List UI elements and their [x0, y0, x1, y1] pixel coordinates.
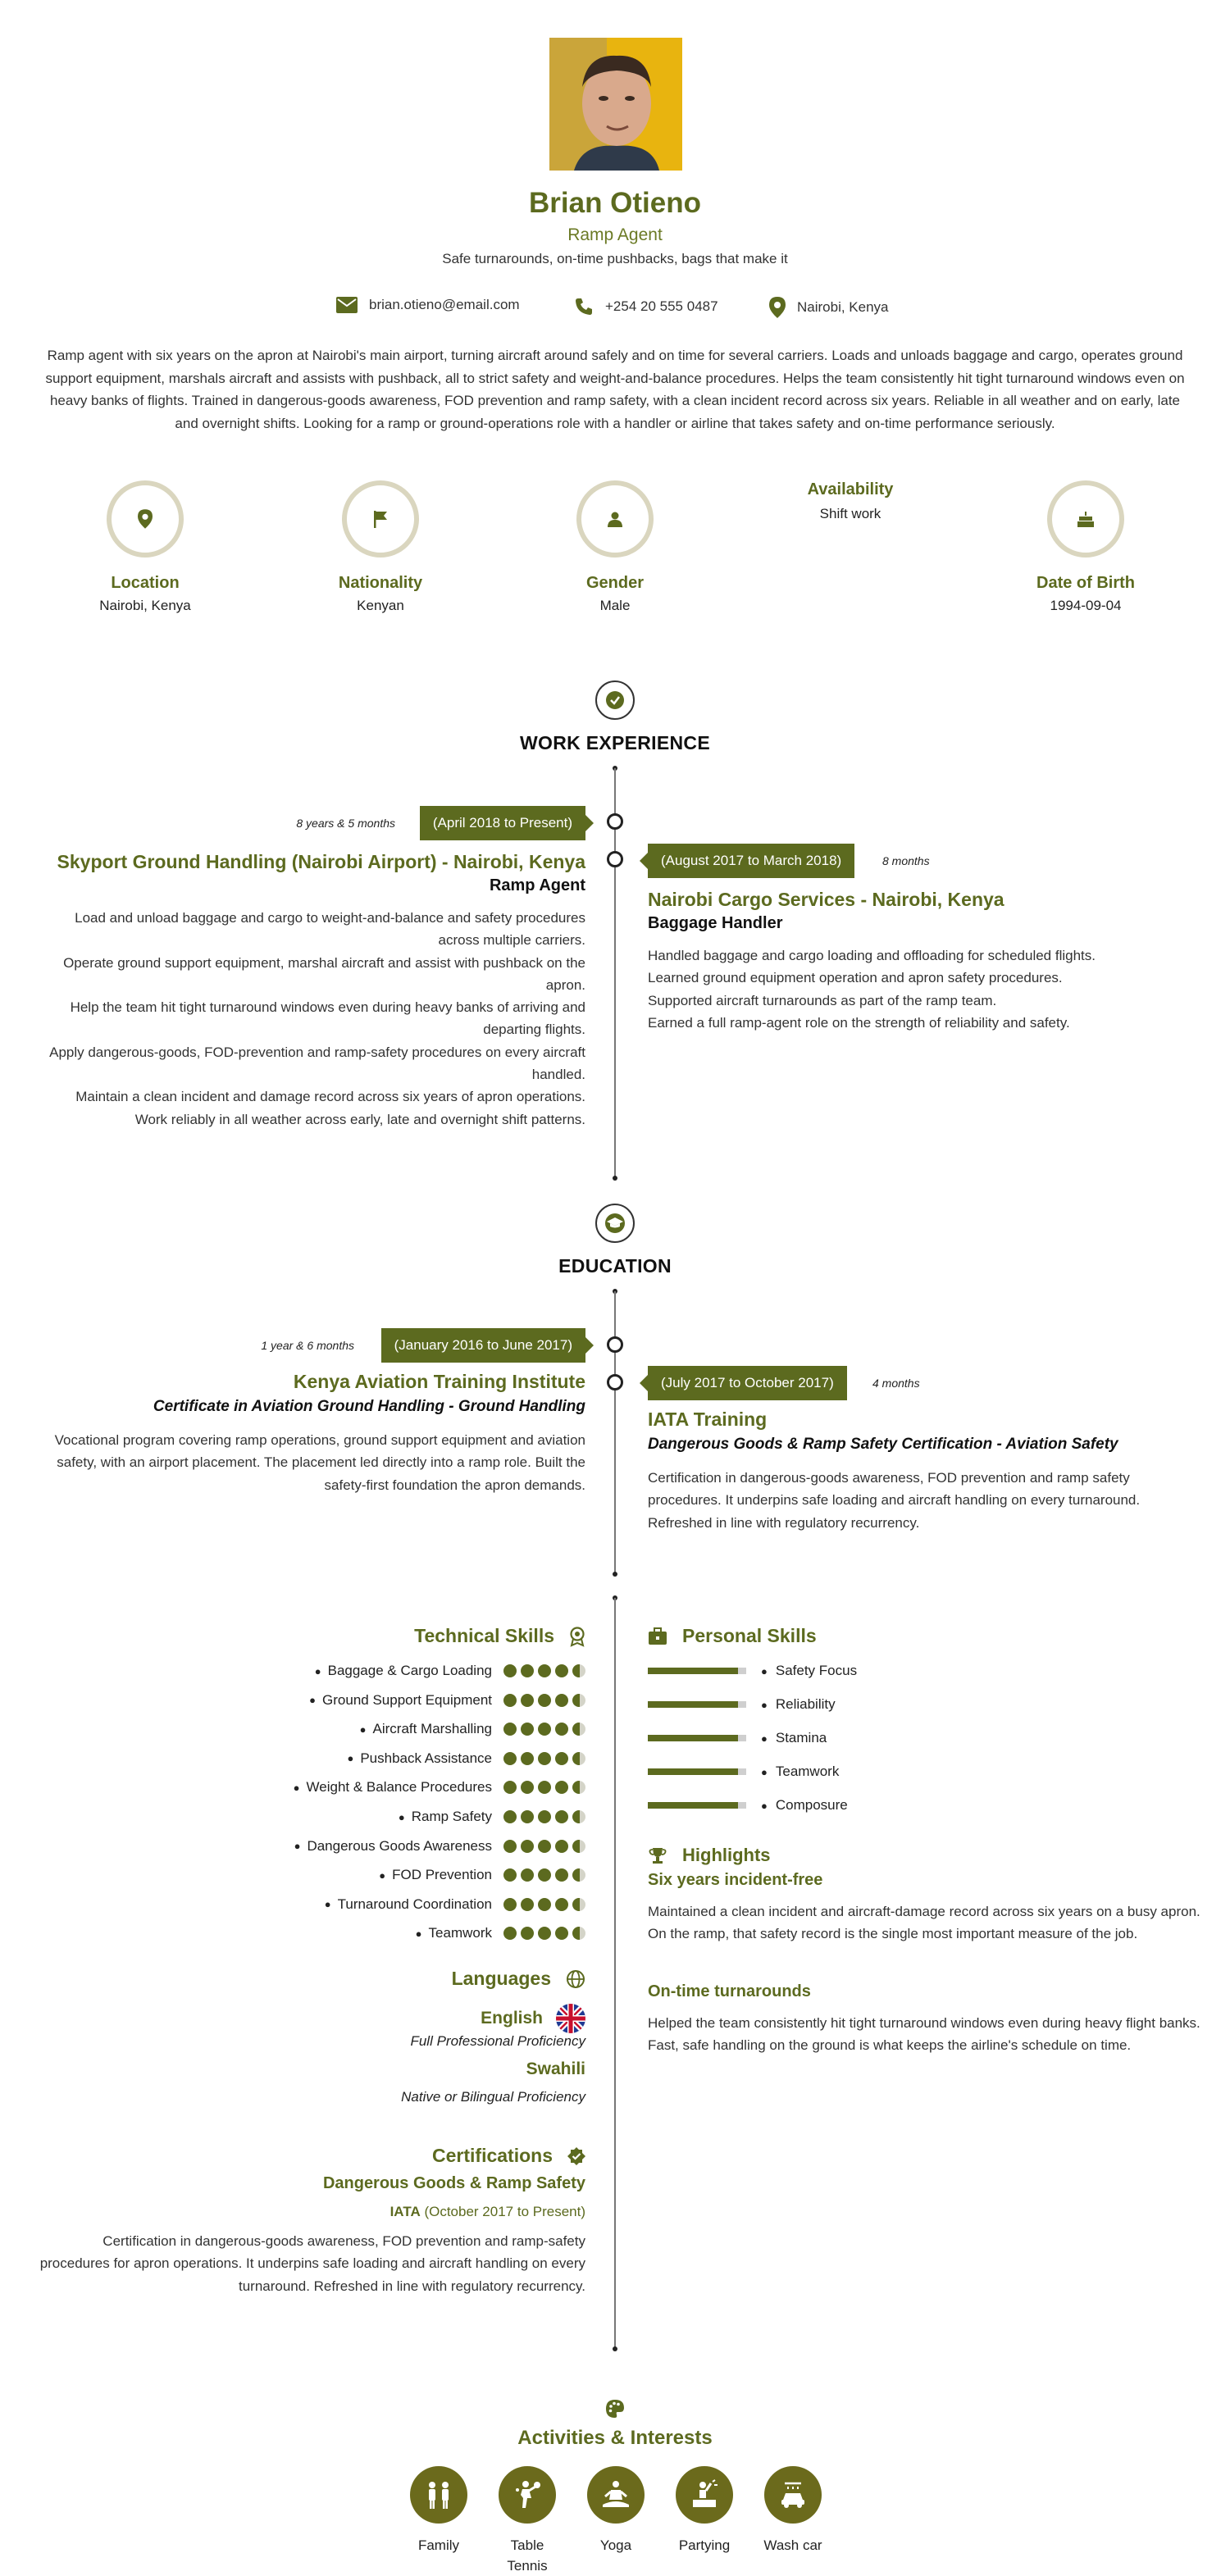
activity-label: Yoga — [599, 2537, 632, 2553]
technical-skills-heading — [414, 1625, 585, 1647]
rating-dot — [572, 1810, 585, 1823]
personal-skill-row — [648, 1764, 839, 1780]
highlight-title: On-time turnarounds — [648, 1982, 811, 2000]
certifications-heading — [432, 2145, 585, 2167]
info-value: Shift work — [819, 506, 882, 521]
rating-dot — [555, 1752, 568, 1765]
education-description: Certification in dangerous-goods awareness, FOD prevention and ramp safety procedures. It underpins safe loading and aircraft handling on every turnaround. Refreshed in line with regulatory recurrency. — [648, 1470, 1141, 1531]
job-bullets — [648, 944, 1205, 1034]
education-degree: Dangerous Goods & Ramp Safety Certification - Aviation Safety — [648, 1436, 1118, 1453]
technical-skills-title: Technical Skills — [414, 1625, 554, 1646]
job-role: Ramp Agent — [489, 876, 585, 894]
rating-dot — [521, 1868, 534, 1882]
rating-dot — [572, 1927, 585, 1940]
activity-label: Family — [417, 2537, 460, 2553]
timeline-line — [614, 768, 616, 1178]
uk-flag-icon — [556, 2004, 585, 2033]
timeline-node — [607, 1374, 623, 1390]
technical-skill-name: Dangerous Goods Awareness — [307, 1837, 492, 1854]
birthday-cake-icon — [1077, 510, 1095, 528]
rating-dot — [538, 1723, 551, 1736]
rating-dot — [572, 1723, 585, 1736]
certifications-title: Certifications — [432, 2145, 553, 2166]
rating-dot — [503, 1781, 517, 1794]
family-icon — [422, 2478, 455, 2511]
rating-dot — [503, 1752, 517, 1765]
rating-dot — [538, 1868, 551, 1882]
job-bullet: Load and unload baggage and cargo to weight-and-balance and safety procedures across multiple carriers. — [75, 910, 585, 949]
bullet: ● — [415, 1927, 422, 1940]
timeline-line — [614, 1291, 616, 1574]
award-icon — [569, 1627, 585, 1646]
rating-dot — [572, 1664, 585, 1677]
job-role: Baggage Handler — [648, 914, 783, 932]
education-icon — [595, 1204, 635, 1243]
location-pin-icon — [138, 509, 153, 529]
timeline-node — [607, 813, 623, 830]
rating-dot — [538, 1898, 551, 1911]
personal-skill-name: Stamina — [775, 1730, 827, 1745]
palette-icon — [605, 2399, 625, 2419]
job-bullets — [33, 907, 585, 1131]
rating-dot — [538, 1840, 551, 1853]
technical-skill-name: Weight & Balance Procedures — [306, 1779, 492, 1795]
job-bullet: Operate ground support equipment, marshal aircraft and assist with pushback on the apron. — [63, 954, 585, 993]
rating-dot — [538, 1781, 551, 1794]
rating-dot — [572, 1694, 585, 1707]
tagline: Safe turnarounds, on-time pushbacks, bags that make it — [442, 251, 788, 266]
rating-dot — [555, 1723, 568, 1736]
activity-family — [402, 2466, 476, 2556]
technical-skill-row — [309, 1692, 585, 1709]
skill-level-fill — [648, 1768, 738, 1775]
education-heading: EDUCATION — [558, 1255, 672, 1277]
info-value: 1994-09-04 — [1050, 598, 1122, 613]
skill-level-fill — [648, 1701, 738, 1708]
person-icon — [607, 511, 623, 527]
highlight-text: Maintained a clean incident and aircraft-damage record across six years on a busy apron. On the ramp, that safety record is the single most important measure of the job. — [648, 1904, 1200, 1942]
language-name: Swahili — [526, 2059, 585, 2078]
rating-dot — [503, 1694, 517, 1707]
candidate-name: Brian Otieno — [528, 187, 702, 219]
verified-badge-icon — [567, 2147, 585, 2165]
skill-rating — [503, 1664, 585, 1677]
skill-rating — [503, 1694, 585, 1707]
yoga-icon — [599, 2478, 632, 2511]
personal-skill-row — [648, 1797, 848, 1814]
technical-skill-row — [360, 1721, 585, 1737]
rating-dot — [521, 1694, 534, 1707]
rating-dot — [521, 1723, 534, 1736]
table-tennis-icon — [511, 2478, 544, 2511]
rating-dot — [538, 1927, 551, 1940]
trophy-icon — [648, 1846, 667, 1864]
skill-level-bar — [648, 1701, 746, 1708]
language-name: English — [481, 2009, 543, 2028]
work-experience-heading: WORK EXPERIENCE — [520, 732, 710, 753]
activity-label: Table Tennis — [507, 2537, 548, 2574]
rating-dot — [538, 1752, 551, 1765]
rating-dot — [503, 1840, 517, 1853]
language-level: Native or Bilingual Proficiency — [401, 2089, 585, 2105]
technical-skill-row — [294, 1779, 585, 1795]
technical-skill-name: Turnaround Coordination — [337, 1896, 492, 1912]
technical-skill-row — [347, 1750, 585, 1767]
job-bullet: Learned ground equipment operation and apron safety procedures. — [648, 970, 1063, 986]
contact-phone[interactable] — [574, 297, 718, 316]
job-entry — [33, 851, 585, 1131]
education-degree: Certificate in Aviation Ground Handling - Ground Handling — [153, 1398, 585, 1415]
skill-rating — [503, 1927, 585, 1940]
rating-dot — [555, 1781, 568, 1794]
rating-dot — [538, 1694, 551, 1707]
technical-skill-name: Pushback Assistance — [360, 1750, 492, 1766]
education-duration: 4 months — [872, 1377, 920, 1390]
personal-skill-name: Reliability — [775, 1696, 836, 1712]
activity-table-tennis — [490, 2466, 564, 2576]
job-duration: 8 years & 5 months — [296, 817, 395, 830]
rating-dot — [521, 1664, 534, 1677]
info-value: Kenyan — [357, 598, 404, 613]
bullet: ● — [294, 1840, 301, 1853]
technical-skill-name: Ground Support Equipment — [322, 1691, 492, 1708]
info-dob — [979, 480, 1192, 614]
bullet: ● — [324, 1898, 331, 1911]
profile-summary: Ramp agent with six years on the apron at Nairobi's main airport, turning aircraft around safely and on time for several carriers. Loads and unloads baggage and cargo, operates ground support equipment, marshals aircraft and assists with pushback, all to strict safety and weight-and-balance procedures. Helps the team consistently hit tight turnaround windows even on heavy banks of flights. Trained in dangerous-goods awareness, FOD prevention and ramp safety, with a clean incident record across six years. Reliable in all weather and on early, late and overnight shifts. Looking for a ramp or ground-operations role with a handler or airline that takes safety and on-time performance seriously. — [45, 348, 1185, 431]
info-location — [39, 480, 252, 614]
timeline-dot — [613, 2346, 617, 2351]
personal-skills-heading — [648, 1625, 817, 1647]
rating-dot — [555, 1664, 568, 1677]
certification-period: (October 2017 to Present) — [424, 2204, 585, 2219]
education-entry — [648, 1409, 1205, 1534]
technical-skill-name: Baggage & Cargo Loading — [327, 1663, 492, 1678]
bullet: ● — [761, 1765, 768, 1778]
skill-level-bar — [648, 1802, 746, 1809]
rating-dot — [555, 1898, 568, 1911]
languages-title: Languages — [451, 1968, 551, 1989]
highlights-heading — [648, 1845, 771, 1866]
job-bullet: Help the team hit tight turnaround windows even during heavy banks of arriving and departing flights. — [70, 999, 585, 1038]
technical-skill-name: Aircraft Marshalling — [372, 1721, 492, 1737]
email-text: brian.otieno@email.com — [369, 297, 520, 312]
activities-heading: Activities & Interests — [517, 2427, 713, 2449]
mail-icon — [336, 297, 358, 313]
job-title: Ramp Agent — [567, 225, 663, 244]
technical-skill-name: FOD Prevention — [392, 1867, 492, 1883]
info-label: Location — [111, 574, 180, 592]
certification-issuer: IATA — [390, 2204, 421, 2219]
contact-location — [769, 297, 889, 318]
skill-rating — [503, 1752, 585, 1765]
bullet: ● — [359, 1723, 367, 1736]
phone-icon — [574, 297, 594, 316]
job-employer: Skyport Ground Handling (Nairobi Airport) - Nairobi, Kenya — [57, 851, 585, 872]
location-pin-icon — [769, 297, 786, 318]
rating-dot — [572, 1840, 585, 1853]
location-text: Nairobi, Kenya — [797, 299, 889, 315]
partying-icon — [688, 2478, 721, 2511]
skill-level-fill — [648, 1668, 738, 1674]
info-gender — [508, 480, 722, 614]
education-duration: 1 year & 6 months — [261, 1339, 354, 1352]
language-english — [481, 2004, 585, 2033]
activity-label: Partying — [678, 2537, 731, 2553]
skill-rating — [503, 1781, 585, 1794]
certification-description: Certification in dangerous-goods awareness, FOD prevention and ramp-safety procedures for apron operations. It underpins safe loading and aircraft handling on every turnaround. Refreshed in line with regulatory recurrency. — [39, 2233, 585, 2294]
job-bullet: Supported aircraft turnarounds as part of the ramp team. — [648, 992, 997, 1008]
rating-dot — [503, 1810, 517, 1823]
highlights-title: Highlights — [682, 1845, 771, 1865]
rating-dot — [538, 1664, 551, 1677]
timeline-dot — [613, 1176, 617, 1181]
skill-rating — [503, 1840, 585, 1853]
rating-dot — [572, 1898, 585, 1911]
info-label: Availability — [807, 480, 894, 498]
activity-wash-car — [756, 2466, 830, 2556]
rating-dot — [555, 1810, 568, 1823]
bullet: ● — [398, 1810, 405, 1823]
bullet: ● — [347, 1752, 354, 1765]
job-bullet: Earned a full ramp-agent role on the strength of reliability and safety. — [648, 1014, 1070, 1031]
job-period: (August 2017 to March 2018) — [648, 844, 854, 878]
briefcase-icon — [648, 1627, 667, 1645]
languages-heading — [452, 1968, 585, 1990]
info-label: Date of Birth — [1036, 574, 1135, 592]
personal-skill-name: Safety Focus — [775, 1663, 858, 1678]
education-period: (July 2017 to October 2017) — [648, 1366, 847, 1400]
job-bullet: Work reliably in all weather across early, late and overnight shift patterns. — [134, 1111, 585, 1127]
timeline-line — [614, 1598, 616, 2348]
bullet: ● — [379, 1868, 386, 1882]
technical-skill-row — [294, 1838, 585, 1855]
skill-rating — [503, 1723, 585, 1736]
technical-skill-row — [379, 1867, 585, 1883]
job-duration: 8 months — [882, 854, 930, 867]
rating-dot — [521, 1810, 534, 1823]
skill-rating — [503, 1898, 585, 1911]
timeline-node — [607, 851, 623, 867]
info-value: Nairobi, Kenya — [99, 598, 191, 613]
rating-dot — [503, 1723, 517, 1736]
info-nationality — [274, 480, 487, 614]
technical-skill-row — [399, 1809, 585, 1825]
rating-dot — [521, 1840, 534, 1853]
rating-dot — [521, 1781, 534, 1794]
highlight-title: Six years incident-free — [648, 1871, 823, 1889]
technical-skill-row — [325, 1896, 585, 1913]
skill-level-fill — [648, 1735, 738, 1741]
globe-icon — [566, 1969, 585, 1989]
personal-skills-title: Personal Skills — [682, 1625, 817, 1646]
job-entry — [648, 889, 1205, 1034]
rating-dot — [555, 1927, 568, 1940]
education-school: IATA Training — [648, 1409, 768, 1430]
technical-skill-row — [315, 1663, 585, 1679]
timeline-dot — [613, 1572, 617, 1577]
skill-rating — [503, 1868, 585, 1882]
certification-title: Dangerous Goods & Ramp Safety — [322, 2174, 585, 2192]
rating-dot — [572, 1752, 585, 1765]
education-period: (January 2016 to June 2017) — [381, 1328, 585, 1363]
rating-dot — [572, 1781, 585, 1794]
work-experience-icon — [595, 680, 635, 720]
activity-label: Wash car — [763, 2537, 822, 2553]
education-school: Kenya Aviation Training Institute — [293, 1371, 585, 1392]
skill-level-bar — [648, 1668, 746, 1674]
bullet: ● — [761, 1664, 768, 1677]
technical-skill-name: Teamwork — [428, 1925, 492, 1941]
activity-partying — [667, 2466, 741, 2556]
rating-dot — [538, 1810, 551, 1823]
flag-icon — [372, 510, 389, 528]
rating-dot — [521, 1752, 534, 1765]
education-entry — [33, 1371, 585, 1496]
skill-rating — [503, 1810, 585, 1823]
rating-dot — [555, 1868, 568, 1882]
info-label: Gender — [585, 574, 645, 592]
skill-level-bar — [648, 1768, 746, 1775]
job-period: (April 2018 to Present) — [420, 806, 585, 840]
personal-skill-name: Composure — [775, 1797, 848, 1813]
rating-dot — [555, 1840, 568, 1853]
highlight-text: Helped the team consistently hit tight turnaround windows even during heavy flight banks. Fast, safe handling on the ground is what keeps the airline's schedule on time. — [648, 2015, 1200, 2054]
rating-dot — [503, 1664, 517, 1677]
avatar — [549, 38, 682, 171]
skill-level-bar — [648, 1735, 746, 1741]
info-label: Nationality — [338, 574, 423, 592]
rating-dot — [521, 1927, 534, 1940]
language-level: Full Professional Proficiency — [410, 2033, 585, 2049]
job-bullet: Apply dangerous-goods, FOD-prevention and ramp-safety procedures on every aircraft handled. — [49, 1044, 585, 1083]
bullet: ● — [314, 1664, 321, 1677]
contact-email[interactable] — [336, 297, 520, 313]
car-wash-icon — [777, 2478, 809, 2511]
rating-dot — [503, 1868, 517, 1882]
personal-skill-row — [648, 1696, 836, 1713]
technical-skill-name: Ramp Safety — [411, 1809, 492, 1824]
bullet: ● — [761, 1698, 768, 1711]
bullet: ● — [309, 1694, 317, 1707]
education-description: Vocational program covering ramp operations, ground support equipment and aviation safety, with an airport placement. The placement led directly into a ramp role. Built the safety-first foundation the apron demands. — [54, 1432, 585, 1493]
rating-dot — [503, 1898, 517, 1911]
personal-skill-row — [648, 1730, 827, 1746]
info-availability — [744, 480, 957, 522]
timeline-node — [607, 1336, 623, 1353]
certification-meta — [390, 2204, 585, 2220]
skill-level-fill — [648, 1802, 738, 1809]
job-bullet: Handled baggage and cargo loading and offloading for scheduled flights. — [648, 948, 1096, 963]
phone-text: +254 20 555 0487 — [605, 298, 718, 314]
bullet: ● — [293, 1781, 300, 1794]
info-value: Male — [599, 598, 631, 613]
personal-skill-name: Teamwork — [775, 1764, 840, 1779]
rating-dot — [572, 1868, 585, 1882]
activity-yoga — [579, 2466, 653, 2556]
job-bullet: Maintain a clean incident and damage record across six years of apron operations. — [75, 1089, 585, 1105]
personal-skill-row — [648, 1663, 857, 1679]
bullet: ● — [761, 1732, 768, 1745]
job-employer: Nairobi Cargo Services - Nairobi, Kenya — [648, 889, 1004, 910]
rating-dot — [503, 1927, 517, 1940]
rating-dot — [555, 1694, 568, 1707]
bullet: ● — [761, 1799, 768, 1812]
technical-skill-row — [416, 1925, 585, 1941]
rating-dot — [521, 1898, 534, 1911]
